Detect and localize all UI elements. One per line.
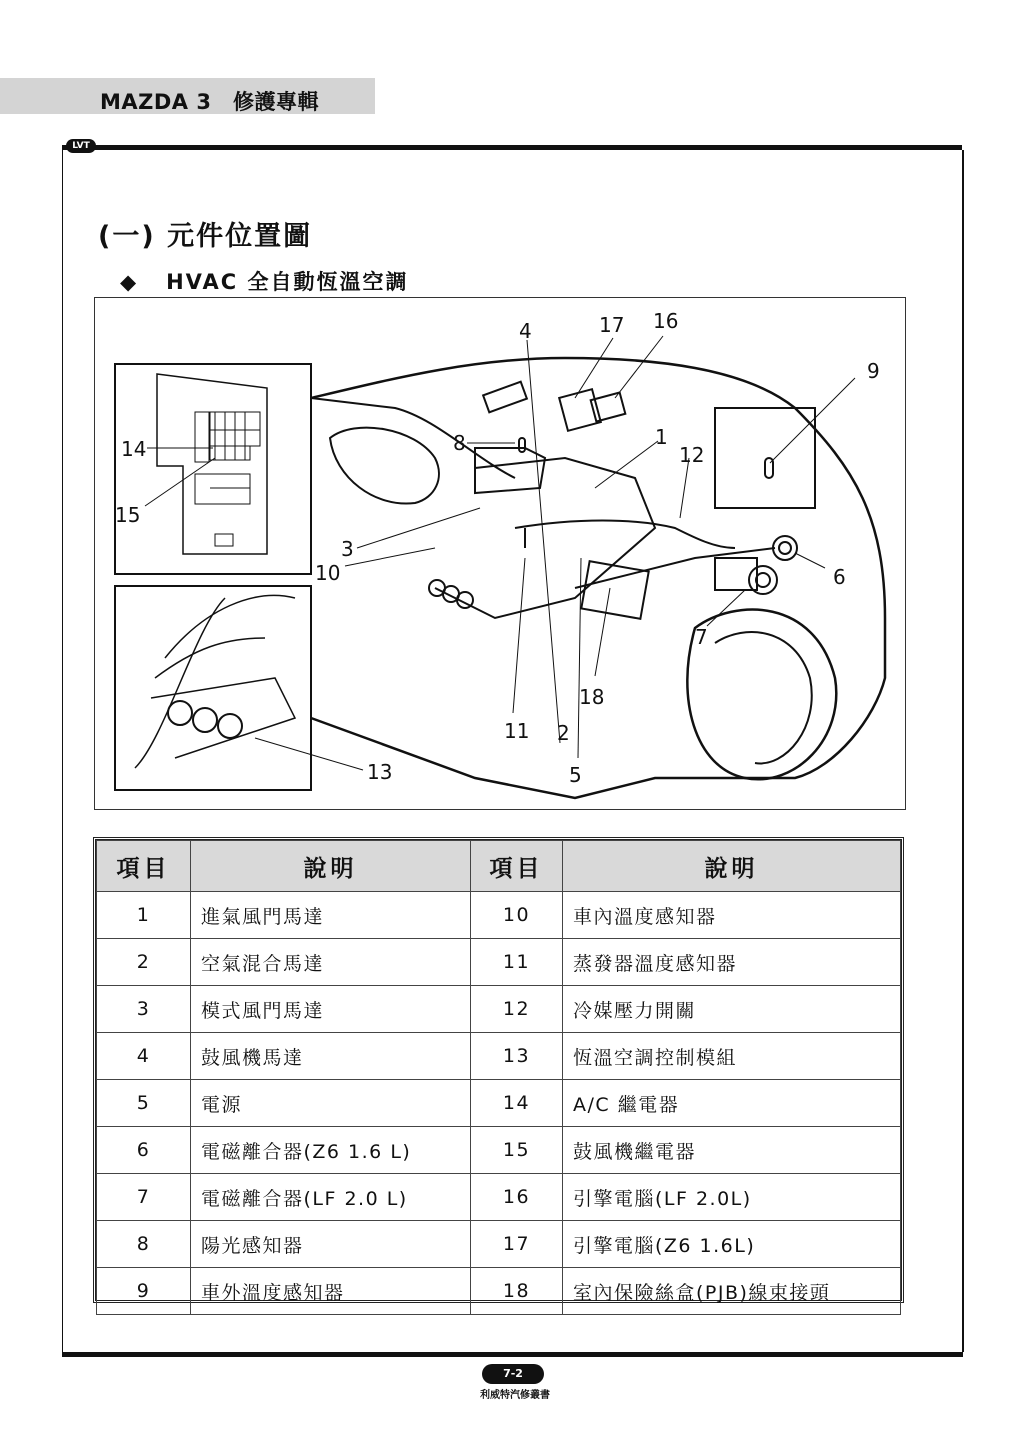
table-row [97, 1221, 901, 1268]
callout-label: 11 [504, 719, 530, 743]
item-number: 5 [97, 1080, 191, 1127]
control-module-inset [115, 586, 363, 790]
item-description: 模式風門馬達 [191, 986, 471, 1033]
table-row [97, 892, 901, 939]
item-description: 鼓風機馬達 [191, 1033, 471, 1080]
callout-label: 12 [679, 443, 705, 467]
diamond-bullet-icon: ◆ [120, 270, 139, 294]
item-number: 7 [97, 1174, 191, 1221]
callout-label: 2 [557, 721, 570, 745]
callout-label: 14 [121, 437, 147, 461]
table-row [97, 1174, 901, 1221]
item-description: 引擎電腦(LF 2.0L) [563, 1174, 901, 1221]
callout-label: 5 [569, 763, 582, 787]
item-description: 陽光感知器 [191, 1221, 471, 1268]
item-number: 8 [97, 1221, 191, 1268]
section-title: (一) 元件位置圖 [98, 221, 313, 252]
item-number: 17 [471, 1221, 563, 1268]
table-header-row [97, 841, 901, 892]
item-description: 空氣混合馬達 [191, 939, 471, 986]
item-number: 4 [97, 1033, 191, 1080]
item-number: 1 [97, 892, 191, 939]
item-description: 引擎電腦(Z6 1.6L) [563, 1221, 901, 1268]
callout-label: 4 [519, 319, 532, 343]
item-number: 16 [471, 1174, 563, 1221]
publisher-logo: LVT [66, 139, 96, 153]
item-description: 電源 [191, 1080, 471, 1127]
callout-label: 9 [867, 359, 880, 383]
subsection-title [120, 266, 408, 296]
car-body-outline [311, 358, 885, 798]
item-description: 進氣風門馬達 [191, 892, 471, 939]
callout-label: 3 [341, 537, 354, 561]
item-number: 18 [471, 1268, 563, 1315]
item-number: 6 [97, 1127, 191, 1174]
item-description: 鼓風機繼電器 [563, 1127, 901, 1174]
item-description: 車外溫度感知器 [191, 1268, 471, 1315]
component-table [93, 837, 904, 1303]
item-description: 恆溫空調控制模組 [563, 1033, 901, 1080]
bottom-rule [62, 1352, 963, 1357]
item-number: 10 [471, 892, 563, 939]
item-number: 2 [97, 939, 191, 986]
table-row [97, 1127, 901, 1174]
column-header-item: 項目 [471, 841, 563, 892]
item-description: 冷媒壓力開關 [563, 986, 901, 1033]
callout-label: 7 [695, 625, 708, 649]
callout-label: 8 [453, 431, 466, 455]
subsection-text: HVAC 全自動恆溫空調 [166, 270, 409, 294]
document-header-title: MAZDA 3 修護專輯 [100, 90, 319, 114]
callout-label: 13 [367, 760, 393, 784]
table-row [97, 986, 901, 1033]
table-row [97, 1268, 901, 1315]
item-description: 蒸發器溫度感知器 [563, 939, 901, 986]
item-number: 3 [97, 986, 191, 1033]
item-description: 室內保險絲盒(PJB)線束接頭 [563, 1268, 901, 1315]
table-row [97, 1080, 901, 1127]
publisher-footer: 利威特汽修叢書 [480, 1390, 550, 1401]
callout-label: 6 [833, 565, 846, 589]
callout-label: 17 [599, 313, 625, 337]
page-number-badge: 7-2 [482, 1364, 544, 1384]
item-number: 12 [471, 986, 563, 1033]
item-number: 9 [97, 1268, 191, 1315]
item-number: 14 [471, 1080, 563, 1127]
callout-label: 10 [315, 561, 341, 585]
callout-label: 18 [579, 685, 605, 709]
item-description: 電磁離合器(Z6 1.6 L) [191, 1127, 471, 1174]
column-header-description: 說明 [191, 841, 471, 892]
item-number: 13 [471, 1033, 563, 1080]
table-row [97, 939, 901, 986]
item-number: 11 [471, 939, 563, 986]
callout-label: 1 [655, 425, 668, 449]
item-number: 15 [471, 1127, 563, 1174]
car-hvac-illustration [95, 298, 905, 809]
relay-box-inset [115, 364, 311, 574]
column-header-item: 項目 [97, 841, 191, 892]
column-header-description: 說明 [563, 841, 901, 892]
item-description: 電磁離合器(LF 2.0 L) [191, 1174, 471, 1221]
table-row [97, 1033, 901, 1080]
component-location-diagram [94, 297, 906, 810]
item-description: A/C 繼電器 [563, 1080, 901, 1127]
callout-label: 15 [115, 503, 141, 527]
callout-label: 16 [653, 309, 679, 333]
item-description: 車內溫度感知器 [563, 892, 901, 939]
